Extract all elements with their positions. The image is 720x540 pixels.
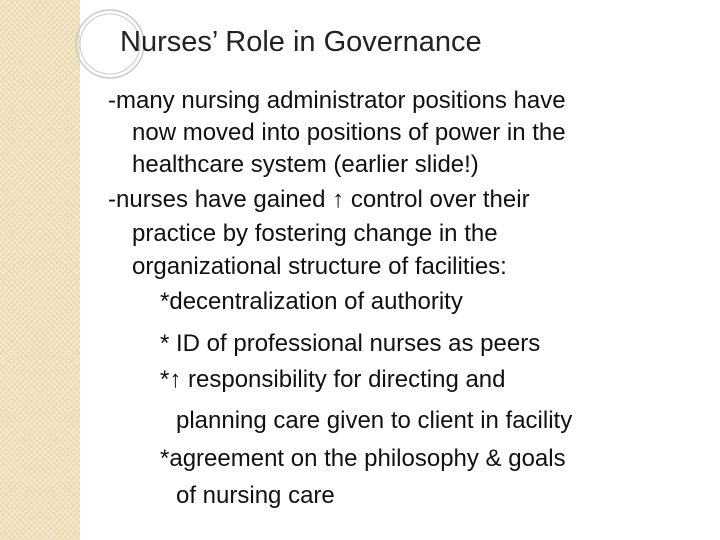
sub-bullet-line: of nursing care <box>176 482 335 509</box>
bullet-line: organizational structure of facilities: <box>132 253 507 280</box>
bullet-line: now moved into positions of power in the <box>132 119 566 146</box>
bullet-line: -nurses have gained ↑ control over their <box>108 186 530 213</box>
sub-bullet-line: * ID of professional nurses as peers <box>160 330 541 357</box>
sub-bullet-line: *decentralization of authority <box>160 288 463 315</box>
bullet-line: practice by fostering change in the <box>132 220 498 247</box>
slide-title: Nurses’ Role in Governance <box>120 26 482 58</box>
bullet-line: healthcare system (earlier slide!) <box>132 151 479 178</box>
sub-bullet-line: *↑ responsibility for directing and <box>160 366 506 393</box>
bullet-line: -many nursing administrator positions have <box>108 87 566 114</box>
sub-bullet-line: planning care given to client in facility <box>176 407 573 434</box>
sub-bullet-line: *agreement on the philosophy & goals <box>160 445 566 472</box>
